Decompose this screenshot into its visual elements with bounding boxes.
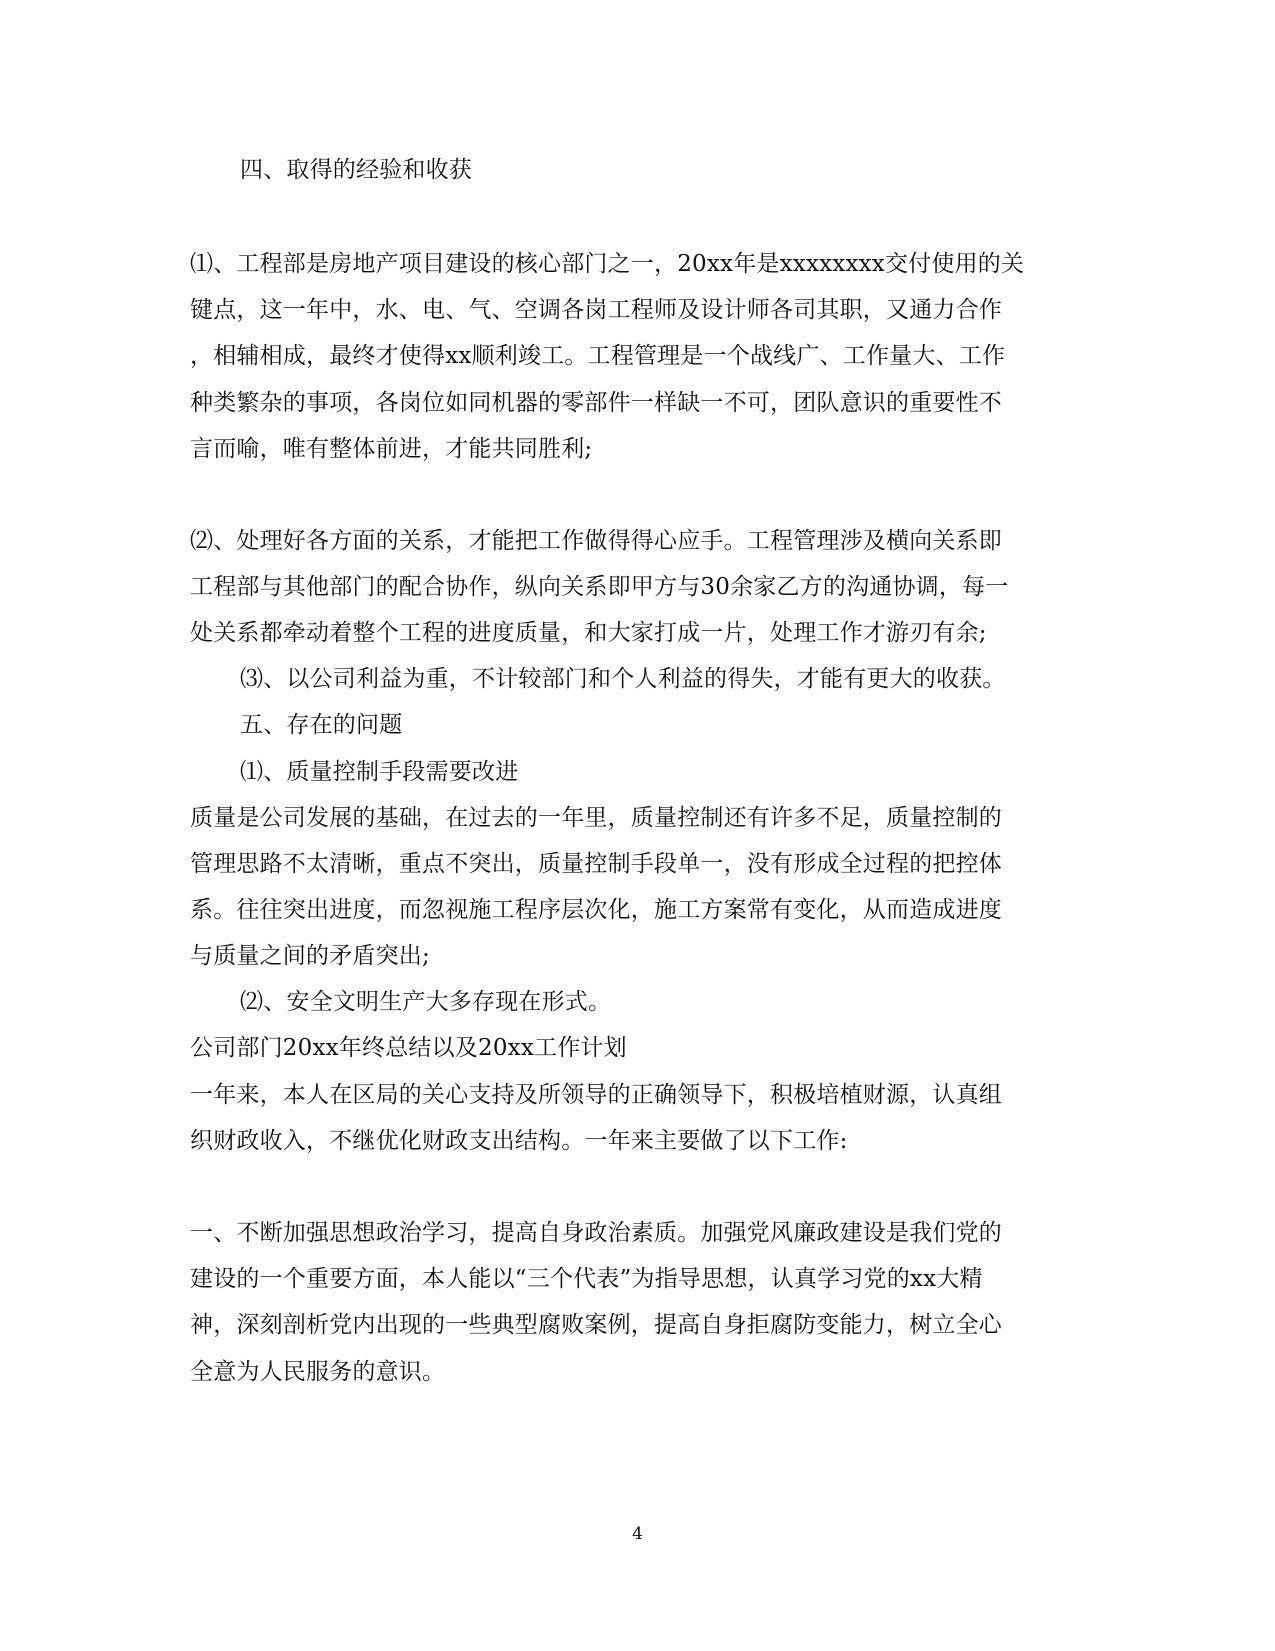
document-title: 公司部门20xx年终总结以及20xx工作计划: [190, 1035, 627, 1061]
paragraph-line: ⑶、以公司利益为重，不计较部门和个人利益的得失，才能有更大的收获。: [240, 666, 1006, 692]
paragraph-line: ，相辅相成，最终才使得xx顺利竣工。工程管理是一个战线广、工作量大、工作: [190, 343, 1006, 369]
section-heading: 四、取得的经验和收获: [240, 157, 472, 183]
paragraph-line: 一、不断加强思想政治学习，提高自身政治素质。加强党风廉政建设是我们党的: [190, 1220, 1002, 1246]
section-heading: 五、存在的问题: [240, 712, 403, 738]
paragraph-line: 言而喻，唯有整体前进，才能共同胜利;: [190, 436, 593, 462]
paragraph-line: 系。往往突出进度，而忽视施工程序层次化，施工方案常有变化，从而造成进度: [190, 897, 1002, 923]
paragraph-line: 处关系都牵动着整个工程的进度质量，和大家打成一片，处理工作才游刃有余;: [190, 620, 987, 646]
paragraph-line: 种类繁杂的事项，各岗位如同机器的零部件一样缺一不可，团队意识的重要性不: [190, 390, 1002, 416]
paragraph-line: 织财政收入，不继优化财政支出结构。一年来主要做了以下工作:: [190, 1128, 848, 1154]
paragraph-line: 管理思路不太清晰，重点不突出，质量控制手段单一，没有形成全过程的把控体: [190, 851, 1002, 877]
paragraph-line: 工程部与其他部门的配合协作，纵向关系即甲方与30余家乙方的沟通协调，每一: [190, 574, 1009, 600]
page-number: 4: [632, 1524, 643, 1544]
subsection-heading: ⑵、安全文明生产大多存现在形式。: [240, 989, 612, 1015]
paragraph-line: 一年来，本人在区局的关心支持及所领导的正确领导下，积极培植财源，认真组: [190, 1082, 1002, 1108]
paragraph-line: 质量是公司发展的基础，在过去的一年里，质量控制还有许多不足，质量控制的: [190, 805, 1002, 831]
paragraph-line: ⑴、工程部是房地产项目建设的核心部门之一，20xx年是xxxxxxxx交付使用的关: [190, 251, 1025, 277]
paragraph-line: 键点，这一年中，水、电、气、空调各岗工程师及设计师各司其职，又通力合作: [190, 297, 1002, 323]
paragraph-line: 全意为人民服务的意识。: [190, 1359, 446, 1385]
paragraph-line: ⑵、处理好各方面的关系，才能把工作做得得心应手。工程管理涉及横向关系即: [190, 528, 1002, 554]
paragraph-line: 建设的一个重要方面，本人能以“三个代表”为指导思想，认真学习党的xx大精: [190, 1266, 983, 1292]
paragraph-line: 与质量之间的矛盾突出;: [190, 943, 430, 969]
paragraph-line: 神，深刻剖析党内出现的一些典型腐败案例，提高自身拒腐防变能力，树立全心: [190, 1312, 1002, 1338]
subsection-heading: ⑴、质量控制手段需要改进: [240, 759, 519, 785]
